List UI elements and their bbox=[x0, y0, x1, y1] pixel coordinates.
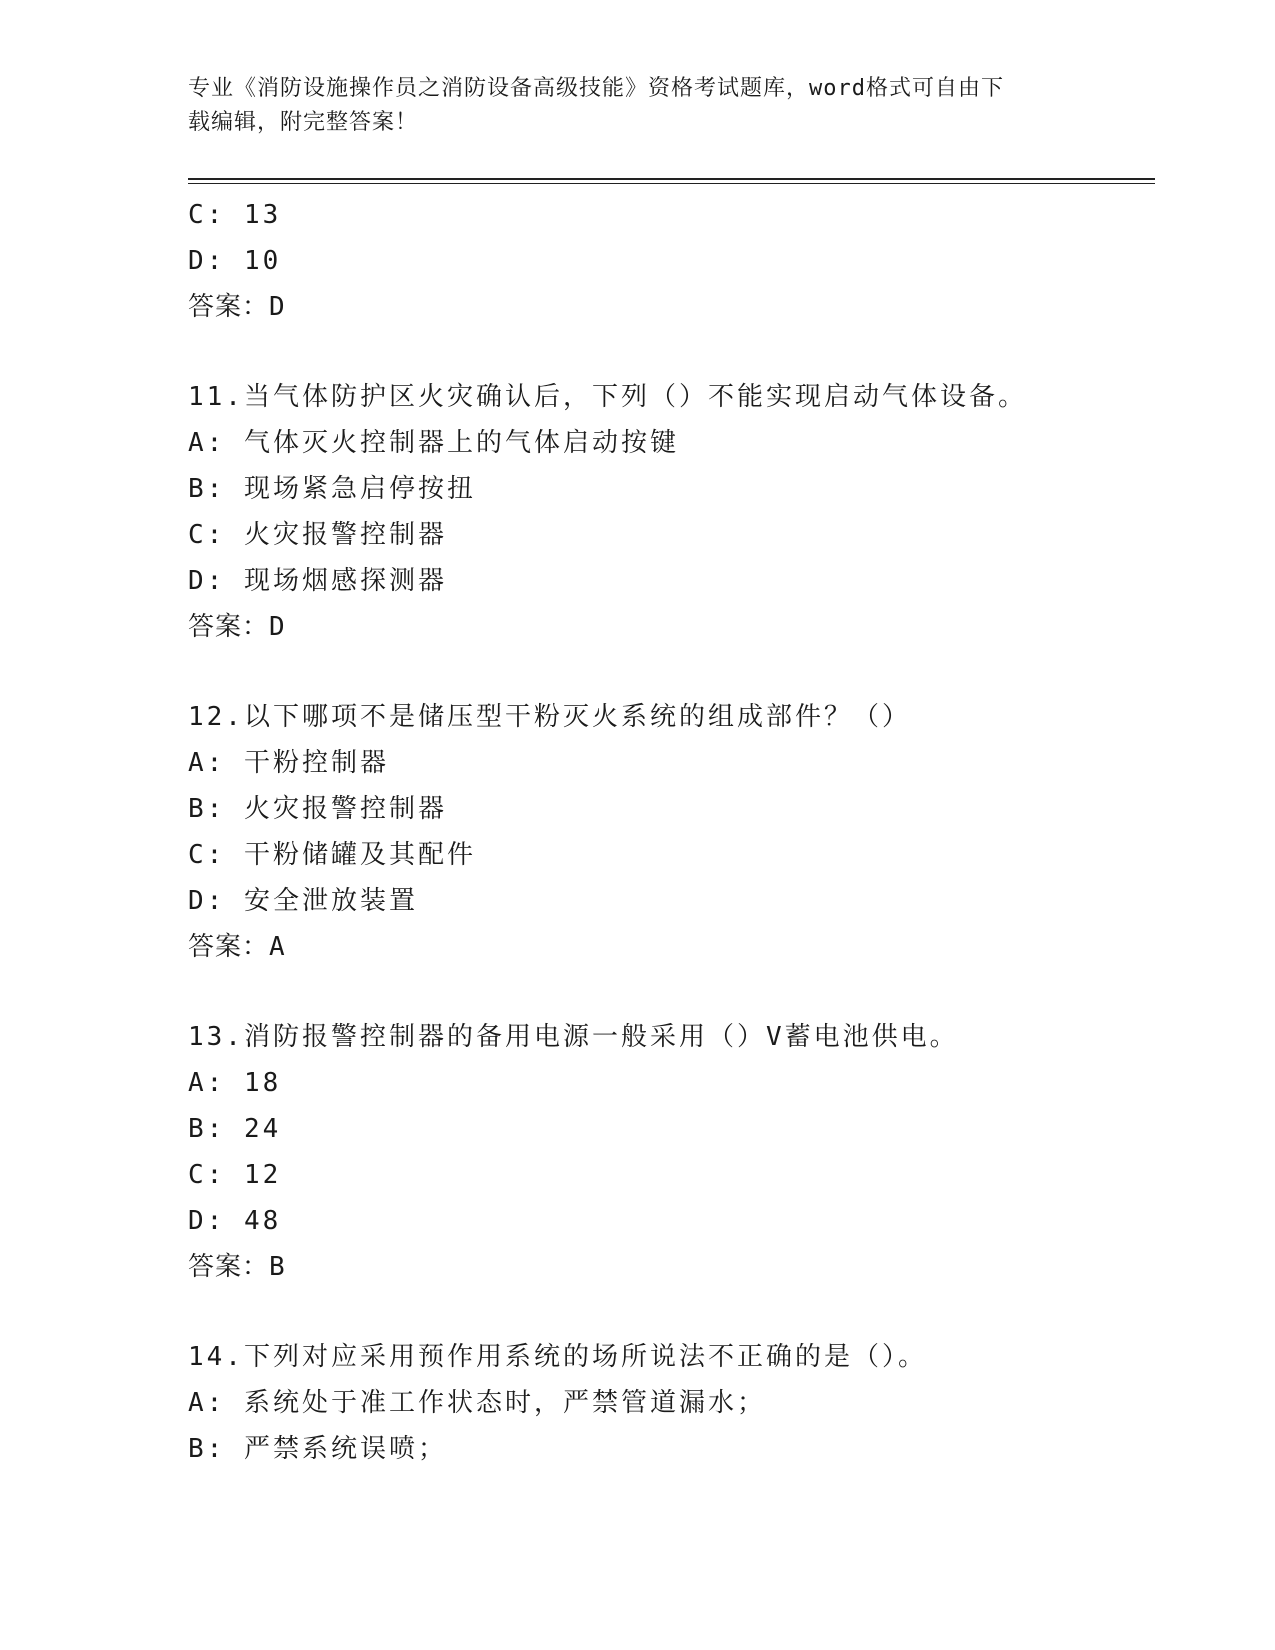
header-line-2: 载编辑，附完整答案！ bbox=[188, 110, 419, 135]
option-c: C: 干粉储罐及其配件 bbox=[188, 840, 476, 870]
option-a: A: 干粉控制器 bbox=[188, 748, 389, 778]
option-a: A: 18 bbox=[188, 1068, 282, 1098]
question-13 bbox=[188, 1014, 1148, 1290]
spacer bbox=[188, 330, 1148, 374]
question-stem: 12.以下哪项不是储压型干粉灭火系统的组成部件？（） bbox=[188, 702, 911, 732]
question-11 bbox=[188, 374, 1148, 650]
answer-line: 答案：A bbox=[188, 932, 286, 962]
document-header bbox=[188, 72, 1068, 140]
option-b: B: 24 bbox=[188, 1114, 282, 1144]
spacer bbox=[188, 970, 1148, 1014]
option-c: C: 火灾报警控制器 bbox=[188, 520, 447, 550]
option-c: C: 12 bbox=[188, 1160, 282, 1190]
option-d: D: 安全泄放装置 bbox=[188, 886, 418, 916]
option-b: B: 火灾报警控制器 bbox=[188, 794, 447, 824]
option-a: A: 系统处于准工作状态时，严禁管道漏水； bbox=[188, 1388, 766, 1418]
option-d: D: 48 bbox=[188, 1206, 282, 1236]
spacer bbox=[188, 650, 1148, 694]
option-b: B: 严禁系统误喷； bbox=[188, 1434, 447, 1464]
answer-line: 答案：D bbox=[188, 292, 286, 322]
option-d: D: 现场烟感探测器 bbox=[188, 566, 447, 596]
header-line-1: 专业《消防设施操作员之消防设备高级技能》资格考试题库，word格式可自由下 bbox=[188, 76, 1004, 101]
question-stem: 14.下列对应采用预作用系统的场所说法不正确的是（）。 bbox=[188, 1342, 927, 1372]
answer-line: 答案：D bbox=[188, 612, 286, 642]
question-list bbox=[188, 192, 1148, 1472]
option-a: A: 气体灭火控制器上的气体启动按键 bbox=[188, 428, 679, 458]
option-d: D: 10 bbox=[188, 246, 282, 276]
answer-line: 答案：B bbox=[188, 1252, 286, 1282]
header-divider-thick bbox=[188, 178, 1155, 180]
option-b: B: 现场紧急启停按扭 bbox=[188, 474, 476, 504]
option-c: C: 13 bbox=[188, 200, 282, 230]
header-divider-thin bbox=[188, 183, 1155, 184]
question-stem: 11.当气体防护区火灾确认后，下列（）不能实现启动气体设备。 bbox=[188, 382, 1027, 412]
spacer bbox=[188, 1290, 1148, 1334]
question-14 bbox=[188, 1334, 1148, 1472]
question-12 bbox=[188, 694, 1148, 970]
question-10-tail bbox=[188, 192, 1148, 330]
question-stem: 13.消防报警控制器的备用电源一般采用（）V蓄电池供电。 bbox=[188, 1022, 959, 1052]
